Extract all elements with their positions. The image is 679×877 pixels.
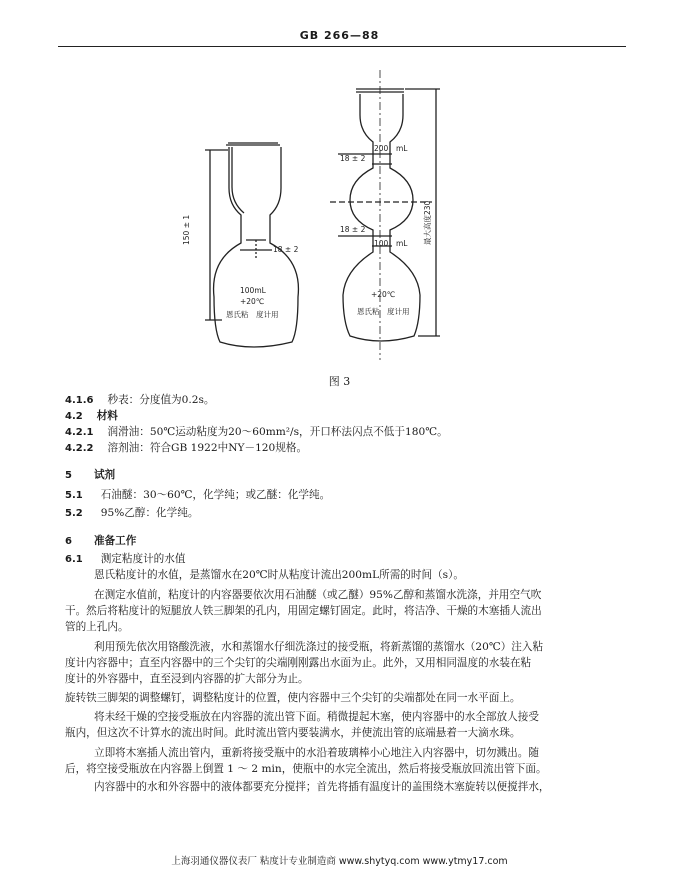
para-line: 管的上孔内。 — [65, 621, 129, 633]
para-line: 将未经干燥的空接受瓶放在内容器的流出管下面。稍微提起木塞，使内容器中的水全部放人接受 — [94, 711, 539, 723]
section-5-2: 5.2 95%乙醇：化学纯。 — [65, 507, 199, 519]
section-5: 5 试剂 — [65, 469, 116, 481]
page-header: GB 266—88 — [299, 29, 380, 42]
section-5-1: 5.1 石油醚：30～60℃，化学纯；或乙醚：化学纯。 — [65, 489, 331, 501]
para-line: 恩氏粘度计的水值，是蒸馏水在20℃时从粘度计流出200mL所需的时间（s）。 — [94, 569, 464, 581]
right-height-label: 最大高度230 — [423, 200, 432, 245]
left-name-b: 度计用 — [256, 310, 279, 319]
left-name-a: 恩氏粘 — [226, 310, 249, 319]
left-volume: 100mL — [240, 286, 266, 295]
para-line: 旋转铁三脚架的调整螺钉，调整粘度计的位置，使内容器中三个尖钉的尖端都处在同一水平面上。 — [65, 692, 521, 704]
right-ml-200: mL — [396, 144, 408, 153]
para-line: 度计的外容器中，直至浸到内容器的扩大部分为止。 — [65, 673, 309, 685]
section-4-2: 4.2 材料 — [65, 410, 118, 422]
page-footer: 上海羽通仪器仪表厂 粘度计专业制造商 www.shytyq.com www.ytmy17.com — [171, 856, 508, 867]
section-6: 6 准备工作 — [65, 535, 137, 547]
right-dim-top: 18 ± 2 — [340, 154, 366, 163]
para-line: 在测定水值前，粘度计的内容器要依次用石油醚（或乙醚）95%乙醇和蒸馏水洗涤，并用空气吹 — [94, 589, 542, 601]
right-temp: +20℃ — [371, 290, 396, 299]
left-dim-150: 150 ± 1 — [182, 214, 191, 245]
para-line: 利用预先依次用铬酸洗液，水和蒸馏水仔细洗涤过的接受瓶，将新蒸馏的蒸馏水（20℃）注入粘 — [94, 641, 544, 653]
para-line: 后，将空接受瓶放在内容器上倒置 1 ～ 2 min，使瓶中的水完全流出，然后将接受瓶放回流出管下面。 — [65, 763, 547, 775]
right-name-b: 度计用 — [387, 307, 410, 316]
figure-3 — [0, 0, 679, 380]
section-6-1: 6.1 测定粘度计的水值 — [65, 553, 186, 565]
right-dim-mid: 18 ± 2 — [340, 225, 366, 234]
para-line: 干。然后将粘度计的短腿放人铁三脚架的孔内，用固定螺钉固定。此时，将洁净、干燥的木塞插人流出 — [65, 605, 542, 617]
right-ml-100: mL — [396, 239, 408, 248]
para-line: 度计内容器中；直至内容器中的三个尖钉的尖端刚刚露出水面为止。此外，又用相同温度的水装在粘 — [65, 657, 532, 669]
right-mark-100: 100 — [374, 239, 389, 248]
section-4-2-2: 4.2.2 溶剂油：符合GB 1922中NY－120规格。 — [65, 442, 308, 454]
section-4-2-1: 4.2.1 润滑油：50℃运动粘度为20～60mm²/s，开口杯法闪点不低于180℃。 — [65, 426, 448, 438]
para-line: 立即将木塞插人流出管内，重新将接受瓶中的水沿着玻璃棒小心地注入内容器中，切勿溅出。随 — [94, 747, 539, 759]
para-line: 瓶内，但这次不计算水的流出时间。此时流出管内要装满水，并使流出管的底端悬着一大滴水珠。 — [65, 727, 521, 739]
left-dim-18: 18 ± 2 — [273, 245, 299, 254]
para-line: 内容器中的水和外容器中的液体都要充分搅拌；首先将插有温度计的盖围绕木塞旋转以便搅拌水， — [94, 781, 550, 793]
right-mark-200: 200 — [374, 144, 389, 153]
left-temp: +20℃ — [240, 297, 265, 306]
right-name-a: 恩氏粘 — [357, 307, 380, 316]
section-4-1-6: 4.1.6 秒表：分度值为0.2s。 — [65, 394, 215, 406]
figure-caption: 图 3 — [328, 375, 351, 388]
